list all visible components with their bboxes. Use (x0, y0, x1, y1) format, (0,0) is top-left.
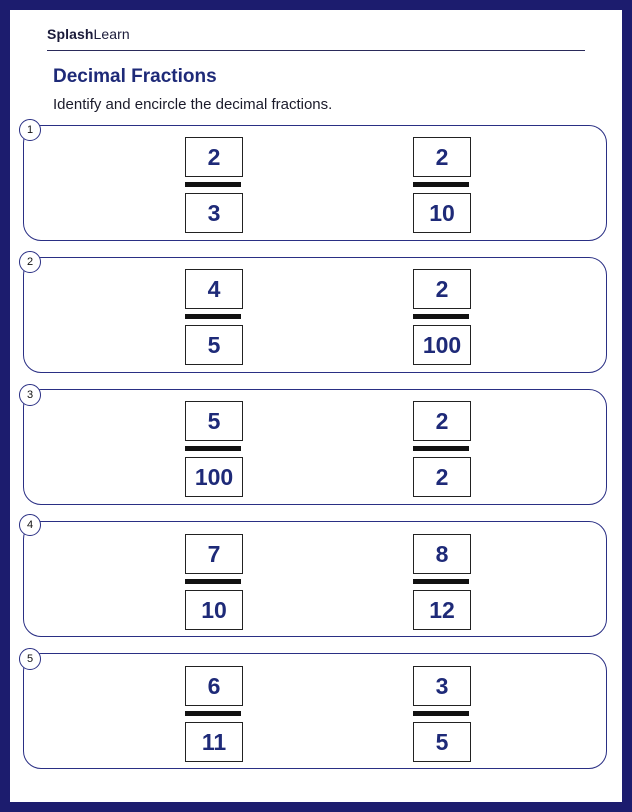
numerator-box: 4 (185, 269, 243, 309)
fraction[interactable] (185, 534, 243, 634)
fraction[interactable] (413, 269, 471, 369)
splashlearn-logo (47, 26, 130, 42)
question-box (23, 521, 607, 637)
numerator-box: 5 (185, 401, 243, 441)
fraction-bar (413, 182, 469, 187)
question-number: 1 (19, 119, 41, 141)
question-box (23, 389, 607, 505)
numerator-box: 2 (413, 401, 471, 441)
question-box (23, 653, 607, 769)
denominator-box: 5 (185, 325, 243, 365)
fraction-bar (413, 711, 469, 716)
fraction[interactable] (185, 401, 243, 501)
fraction-bar (185, 446, 241, 451)
denominator-box: 3 (185, 193, 243, 233)
fraction[interactable] (413, 401, 471, 501)
numerator-box: 2 (185, 137, 243, 177)
denominator-box: 2 (413, 457, 471, 497)
fraction-bar (413, 579, 469, 584)
page-title: Decimal Fractions (53, 66, 217, 87)
numerator-box: 7 (185, 534, 243, 574)
fraction[interactable] (185, 137, 243, 237)
fraction-bar (185, 579, 241, 584)
denominator-box: 100 (185, 457, 243, 497)
question-number: 2 (19, 251, 41, 273)
fraction[interactable] (413, 137, 471, 237)
numerator-box: 2 (413, 137, 471, 177)
fraction-bar (185, 182, 241, 187)
logo-text-bold: Splash (47, 26, 94, 42)
question-number: 3 (19, 384, 41, 406)
denominator-box: 10 (413, 193, 471, 233)
instruction-text: Identify and encircle the decimal fractions. (53, 96, 333, 113)
fraction[interactable] (413, 534, 471, 634)
denominator-box: 5 (413, 722, 471, 762)
worksheet-page (10, 10, 622, 802)
fraction-bar (185, 711, 241, 716)
question-number: 4 (19, 514, 41, 536)
fraction-bar (413, 314, 469, 319)
logo-text-regular: Learn (93, 26, 130, 42)
question-number: 5 (19, 648, 41, 670)
question-box (23, 125, 607, 241)
denominator-box: 11 (185, 722, 243, 762)
denominator-box: 100 (413, 325, 471, 365)
fraction-bar (185, 314, 241, 319)
numerator-box: 2 (413, 269, 471, 309)
question-box (23, 257, 607, 373)
header-divider (47, 50, 585, 51)
denominator-box: 12 (413, 590, 471, 630)
fraction[interactable] (413, 666, 471, 766)
numerator-box: 3 (413, 666, 471, 706)
numerator-box: 8 (413, 534, 471, 574)
denominator-box: 10 (185, 590, 243, 630)
fraction[interactable] (185, 269, 243, 369)
fraction-bar (413, 446, 469, 451)
numerator-box: 6 (185, 666, 243, 706)
fraction[interactable] (185, 666, 243, 766)
